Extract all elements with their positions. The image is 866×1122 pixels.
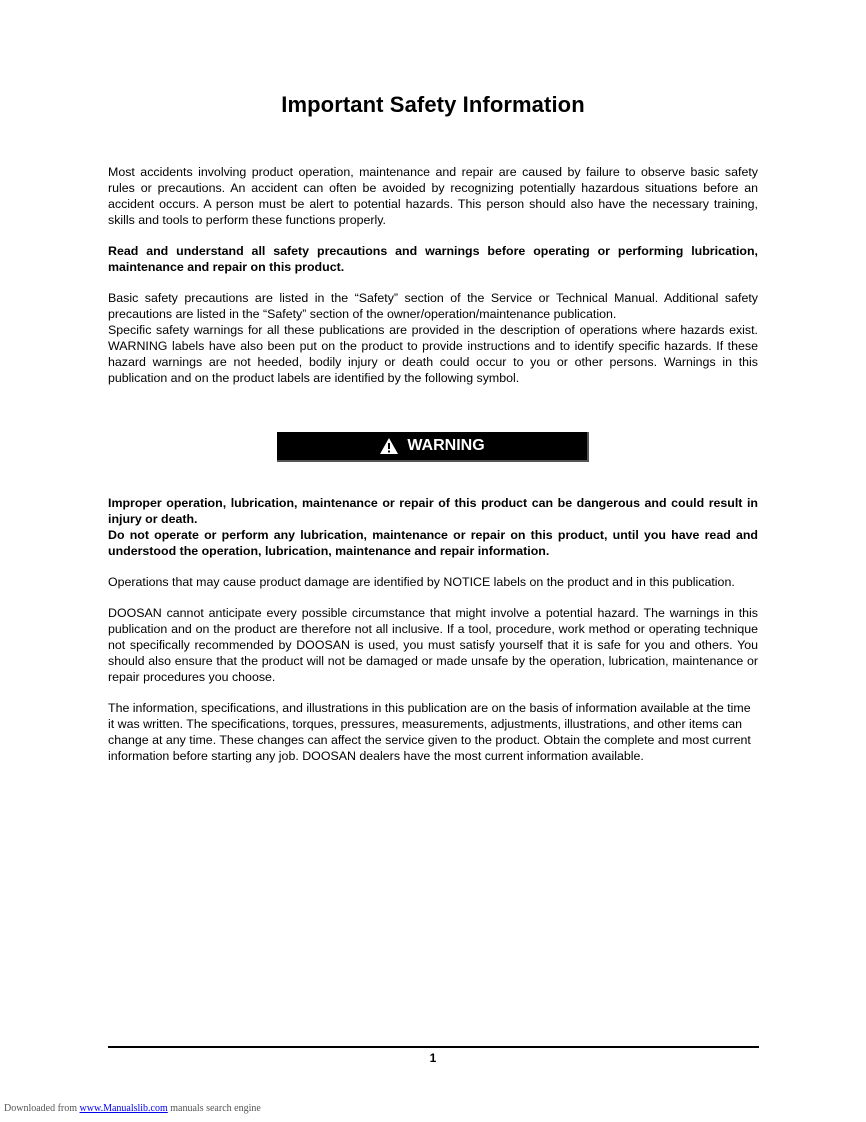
read-understand-paragraph: Read and understand all safety precautions and warnings before operating or performing lubrication, maintenance and repair on this product. (108, 244, 758, 274)
basic-precautions-paragraph: Basic safety precautions are listed in the “Safety” section of the Service or Technical Manual. Additional safety precautions are listed in the “Safety” section of the owner/operation/maintenance publication. (108, 291, 758, 321)
download-notice (4, 1103, 261, 1114)
intro-section (108, 164, 758, 386)
page-title: Important Safety Information (281, 92, 585, 117)
download-suffix: manuals search engine (167, 1103, 261, 1114)
warning-section (108, 495, 758, 764)
manualslib-link[interactable]: www.Manualslib.com (79, 1103, 168, 1114)
warning-label: WARNING (407, 437, 485, 454)
improper-operation-paragraph: Improper operation, lubrication, maintenance or repair of this product can be dangerous and could result in injury or death. (108, 496, 758, 526)
do-not-operate-paragraph: Do not operate or perform any lubrication, maintenance or repair on this product, until you have read and understood the operation, lubrication, maintenance and repair information. (108, 528, 758, 558)
download-prefix: Downloaded from (4, 1103, 80, 1114)
warning-triangle-icon (379, 437, 399, 455)
information-paragraph: The information, specifications, and illustrations in this publication are on the basis of information available at the time it was written. The specifications, torques, pressures, measurements, adjustments, illustrations, and other items can change at any time. These changes can affect the service given to the product. Obtain the complete and most current information before starting any job. DOOSAN dealers have the most current information available. (108, 701, 751, 763)
doosan-paragraph: DOOSAN cannot anticipate every possible circumstance that might involve a potential hazard. The warnings in this publication and on the product are therefore not all inclusive. If a tool, procedure, work method or operating technique not specifically recommended by DOOSAN is used, you must satisfy yourself that it is safe for you and others. You should also ensure that the product will not be damaged or made unsafe by the operation, lubrication, maintenance or repair procedures you choose. (108, 606, 758, 684)
footer-divider (108, 1046, 759, 1048)
warning-banner (277, 432, 589, 462)
intro-paragraph: Most accidents involving product operation, maintenance and repair are caused by failure to observe basic safety rules or precautions. An accident can often be avoided by recognizing potentially hazardous situations before an accident occurs. A person must be alert to potential hazards. This person should also have the necessary training, skills and tools to perform these functions properly. (108, 165, 758, 227)
page-number: 1 (429, 1051, 437, 1065)
specific-warnings-paragraph: Specific safety warnings for all these publications are provided in the description of operations where hazards exist. WARNING labels have also been put on the product to provide instructions and to identify specific hazards. If these hazard warnings are not heeded, bodily injury or death could occur to you or other persons. Warnings in this publication and on the product labels are identified by the following symbol. (108, 323, 758, 385)
notice-paragraph: Operations that may cause product damage are identified by NOTICE labels on the product and in this publication. (108, 575, 735, 589)
